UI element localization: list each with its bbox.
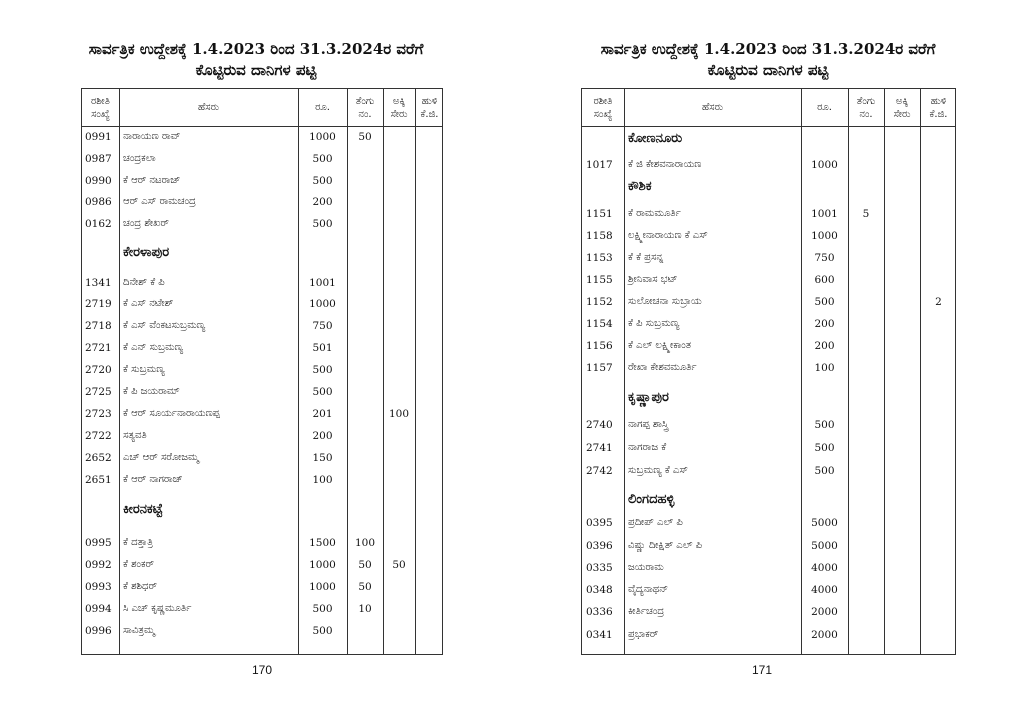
coconut-count: 50 bbox=[358, 559, 372, 571]
rupees-amount: 500 bbox=[312, 386, 333, 398]
donor-name: ಸಿ ಎಚ್ ಕೃಷ್ಣಮೂರ್ತಿ bbox=[123, 603, 192, 614]
rupees-amount: 500 bbox=[312, 625, 333, 637]
donor-name: ಸತ್ಯವತಿ bbox=[123, 430, 147, 441]
donor-name: ಸುಲೋಚನಾ ಸುಬ್ರಾಯ bbox=[628, 296, 702, 307]
receipt-number: 1151 bbox=[586, 208, 613, 220]
section-heading: ಕೋಣನೂರು bbox=[628, 131, 683, 146]
rupees-amount: 1000 bbox=[309, 581, 336, 593]
rupees-amount: 1000 bbox=[309, 298, 336, 310]
donor-name: ಕೆ ಸುಬ್ರಮಣ್ಯ bbox=[123, 364, 165, 375]
receipt-number: 2725 bbox=[85, 386, 112, 398]
receipt-number: 2720 bbox=[85, 364, 112, 376]
donor-name: ನಾರಾಯಣ ರಾವ್ bbox=[123, 131, 181, 142]
coconut-count: 50 bbox=[358, 131, 372, 143]
receipt-number: 0162 bbox=[85, 218, 112, 230]
rice-header: ಅಕ್ಕಿ ಸೇರು bbox=[390, 95, 408, 120]
rupees-amount: 1000 bbox=[811, 230, 838, 242]
rupees-amount: 500 bbox=[312, 364, 333, 376]
page-title-line2: ಕೊಟ್ಟಿರುವ ದಾನಿಗಳ ಪಟ್ಟಿ bbox=[707, 61, 829, 79]
section-heading: ಕೃಷ್ಣಾಪುರ bbox=[628, 390, 669, 405]
receipt-number: 1157 bbox=[586, 362, 613, 374]
donor-name: ಕೆ ಎನ್ ಸುಬ್ರಮಣ್ಯ bbox=[123, 342, 184, 353]
donor-name: ಕೆ ಆರ್ ನಟರಾಜ್ bbox=[123, 175, 181, 186]
donor-name: ಕೆ ಶಂಕರ್ bbox=[123, 559, 155, 570]
tamarind-header: ಹುಳಿ ಕೆ.ಜಿ. bbox=[420, 95, 439, 120]
rupees-amount: 500 bbox=[312, 218, 333, 230]
rupees-amount: 500 bbox=[312, 175, 333, 187]
donor-name: ಪ್ರದೀಪ್ ಎಲ್ ಪಿ bbox=[628, 517, 683, 528]
donor-name: ಶ್ರೀನಿವಾಸ ಭಟ್ bbox=[628, 274, 678, 285]
donor-name: ರೇಖಾ ಕೇಶವಮೂರ್ತಿ bbox=[628, 362, 697, 373]
donor-name: ಕೆ ಆರ್ ಸೂರ್ಯನಾರಾಯಣಪ್ಪ bbox=[123, 408, 220, 419]
donor-name: ಆರ್ ಎಸ್ ರಾಮಚಂದ್ರ bbox=[123, 196, 196, 207]
page-number: 170 bbox=[252, 663, 273, 677]
section-heading: ಲಿಂಗದಹಳ್ಳಿ bbox=[628, 492, 675, 507]
donor-table-left bbox=[81, 88, 443, 655]
receipt-number: 0995 bbox=[85, 537, 112, 549]
rupees-amount: 200 bbox=[312, 196, 333, 208]
receipt-header: ರಶೀತಿ ಸಂಖ್ಯೆ bbox=[91, 95, 110, 120]
donor-name: ಕೆ ರಾಮಮೂರ್ತಿ bbox=[628, 208, 681, 219]
donor-name: ವಿಷ್ಣು ದೀಕ್ಷಿತ್ ಎಲ್ ಪಿ bbox=[628, 540, 703, 551]
tamarind-header: ಹುಳಿ ಕೆ.ಜಿ. bbox=[929, 95, 948, 120]
rupees-amount: 1001 bbox=[811, 208, 838, 220]
page-title-line1: ಸಾರ್ವತ್ರಿಕ ಉದ್ದೇಶಕ್ಕೆ 1.4.2023 ರಿಂದ 31.3.2024ರ ವರೆಗೆ bbox=[88, 40, 424, 58]
donor-name: ಕೆ ಎಸ್ ನಟೇಶ್ bbox=[123, 298, 174, 309]
donor-name: ಕೆ ಎಲ್ ಲಕ್ಷ್ಮೀಕಾಂತ bbox=[628, 340, 691, 351]
section-heading: ಕೇರಳಾಪುರ bbox=[123, 245, 170, 260]
receipt-number: 1158 bbox=[586, 230, 613, 242]
donor-name: ಪ್ರಭಾಕರ್ bbox=[628, 629, 659, 640]
receipt-number: 1341 bbox=[85, 277, 112, 289]
rupees-amount: 200 bbox=[312, 430, 333, 442]
rice-amount: 100 bbox=[388, 408, 410, 420]
page-title-line1: ಸಾರ್ವತ್ರಿಕ ಉದ್ದೇಶಕ್ಕೆ 1.4.2023 ರಿಂದ 31.3.2024ರ ವರೆಗೆ bbox=[600, 40, 936, 58]
rupees-amount: 600 bbox=[814, 274, 835, 286]
receipt-number: 0991 bbox=[85, 131, 112, 143]
rupees-amount: 501 bbox=[312, 342, 333, 354]
donor-name: ಕೆ ಪಿ ಜಯರಾಮ್ bbox=[123, 386, 180, 397]
donor-name: ಕೆ ಆರ್ ನಾಗರಾಜ್ bbox=[123, 474, 183, 485]
receipt-number: 1152 bbox=[586, 296, 613, 308]
receipt-number: 2722 bbox=[85, 430, 112, 442]
section-heading: ಕೀರನಕಟ್ಟೆ bbox=[123, 502, 163, 517]
coconut-count: 100 bbox=[354, 537, 376, 549]
rupees-amount: 2000 bbox=[811, 629, 838, 641]
rupees-amount: 750 bbox=[312, 320, 333, 332]
rupees-amount: 500 bbox=[814, 296, 835, 308]
rupees-amount: 500 bbox=[312, 153, 333, 165]
rupees-amount: 500 bbox=[814, 442, 835, 454]
receipt-number: 0336 bbox=[586, 606, 613, 618]
donor-name: ಚಂದ್ರಕಲಾ bbox=[123, 153, 156, 164]
donor-name: ನಾಗಪ್ಪ ಶಾಸ್ತ್ರಿ bbox=[628, 419, 669, 430]
page-number: 171 bbox=[752, 663, 773, 677]
donor-name: ಸಾವಿತ್ರಮ್ಮ bbox=[123, 625, 155, 636]
receipt-number: 2718 bbox=[85, 320, 112, 332]
rice-header: ಅಕ್ಕಿ ಸೇರು bbox=[893, 95, 911, 120]
donor-name: ಕೆ ಜಿ ಕೇಶವನಾರಾಯಣ bbox=[628, 159, 702, 170]
name-header: ಹೆಸರು bbox=[701, 102, 724, 113]
rupees-amount: 5000 bbox=[811, 540, 838, 552]
coconut-count: 50 bbox=[358, 581, 372, 593]
rupees-amount: 1000 bbox=[309, 131, 336, 143]
rice-amount: 50 bbox=[392, 559, 406, 571]
receipt-number: 2721 bbox=[85, 342, 112, 354]
donor-name: ದಿನೇಶ್ ಕೆ ಪಿ bbox=[123, 277, 165, 288]
receipt-number: 0348 bbox=[586, 584, 613, 596]
rupees-amount: 500 bbox=[814, 419, 835, 431]
rupees-amount: 750 bbox=[814, 252, 835, 264]
receipt-number: 0335 bbox=[586, 562, 613, 574]
receipt-number: 2740 bbox=[586, 419, 613, 431]
receipt-number: 2741 bbox=[586, 442, 613, 454]
coconut-header: ತೆಂಗು ನಂ. bbox=[355, 95, 375, 120]
rupees-amount: 4000 bbox=[811, 562, 838, 574]
rupees-amount: 201 bbox=[312, 408, 333, 420]
rupees-amount: 100 bbox=[814, 362, 835, 374]
receipt-number: 1017 bbox=[586, 159, 613, 171]
rupees-amount: 1001 bbox=[309, 277, 336, 289]
receipt-number: 0341 bbox=[586, 629, 613, 641]
receipt-number: 0994 bbox=[85, 603, 112, 615]
name-header: ಹೆಸರು bbox=[197, 102, 220, 113]
section-heading: ಕೌಶಿಕ bbox=[628, 179, 652, 194]
receipt-number: 1155 bbox=[586, 274, 613, 286]
donor-name: ಕೆ ದತ್ತಾತ್ರಿ bbox=[123, 537, 153, 548]
donor-name: ಕೆ ಕೆ ಪ್ರಸನ್ನ bbox=[628, 252, 664, 263]
receipt-number: 1154 bbox=[586, 318, 613, 330]
donor-name: ವೈದ್ಯನಾಥನ್ bbox=[628, 584, 669, 595]
coconut-header: ತೆಂಗು ನಂ. bbox=[856, 95, 876, 120]
donor-name: ನಾಗರಾಜ ಕೆ bbox=[628, 442, 667, 453]
rupees-amount: 5000 bbox=[811, 517, 838, 529]
receipt-number: 2652 bbox=[85, 452, 112, 464]
receipt-number: 0993 bbox=[85, 581, 112, 593]
donor-table-right bbox=[581, 88, 956, 655]
receipt-number: 2742 bbox=[586, 465, 613, 477]
rupees-header: ರೂ. bbox=[315, 102, 330, 113]
donor-name: ಜಯರಾಮ bbox=[628, 562, 664, 573]
tamarind-amount: 2 bbox=[935, 296, 942, 308]
rupees-amount: 4000 bbox=[811, 584, 838, 596]
page-title-line2: ಕೊಟ್ಟಿರುವ ದಾನಿಗಳ ಪಟ್ಟಿ bbox=[195, 61, 317, 79]
rupees-amount: 1000 bbox=[309, 559, 336, 571]
rupees-amount: 150 bbox=[312, 452, 333, 464]
receipt-number: 0996 bbox=[85, 625, 112, 637]
receipt-number: 0987 bbox=[85, 153, 112, 165]
rupees-amount: 200 bbox=[814, 340, 835, 352]
receipt-number: 0986 bbox=[85, 196, 112, 208]
receipt-number: 0396 bbox=[586, 540, 613, 552]
receipt-number: 1156 bbox=[586, 340, 613, 352]
coconut-count: 5 bbox=[862, 208, 870, 220]
rupees-amount: 1500 bbox=[309, 537, 336, 549]
donor-name: ಲಕ್ಷ್ಮೀನಾರಾಯಣ ಕೆ ಎಸ್ bbox=[628, 230, 708, 241]
rupees-amount: 500 bbox=[814, 465, 835, 477]
rupees-header: ರೂ. bbox=[817, 102, 832, 113]
receipt-number: 2723 bbox=[85, 408, 112, 420]
donor-name: ಕೆ ಎಸ್ ವೆಂಕಟಸುಬ್ರಮಣ್ಯ bbox=[123, 320, 206, 331]
rupees-amount: 1000 bbox=[811, 159, 838, 171]
rupees-amount: 100 bbox=[312, 474, 333, 486]
donor-name: ಕೆ ಪಿ ಸುಬ್ರಮಣ್ಯ bbox=[628, 318, 680, 329]
right-page bbox=[512, 0, 1024, 724]
donor-name: ಚಂದ್ರ ಶೇಖರ್ bbox=[123, 218, 169, 229]
coconut-count: 10 bbox=[358, 603, 372, 615]
donor-name: ಕೆ ಶಶಿಧರ್ bbox=[123, 581, 158, 592]
donor-name: ಸುಬ್ರಮಣ್ಯ ಕೆ ಎಸ್ bbox=[628, 465, 688, 476]
receipt-header: ರಶೀತಿ ಸಂಖ್ಯೆ bbox=[593, 95, 613, 120]
rupees-amount: 2000 bbox=[811, 606, 838, 618]
donor-name: ಎಚ್ ಆರ್ ಸರೋಜಮ್ಮ bbox=[123, 452, 199, 463]
receipt-number: 0395 bbox=[586, 517, 613, 529]
rupees-amount: 200 bbox=[814, 318, 835, 330]
receipt-number: 0990 bbox=[85, 175, 112, 187]
receipt-number: 2651 bbox=[85, 474, 112, 486]
receipt-number: 0992 bbox=[85, 559, 112, 571]
receipt-number: 1153 bbox=[586, 252, 613, 264]
donor-name: ಕೀರ್ತಿಚಂದ್ರ bbox=[628, 606, 665, 617]
receipt-number: 2719 bbox=[85, 298, 112, 310]
rupees-amount: 500 bbox=[312, 603, 333, 615]
